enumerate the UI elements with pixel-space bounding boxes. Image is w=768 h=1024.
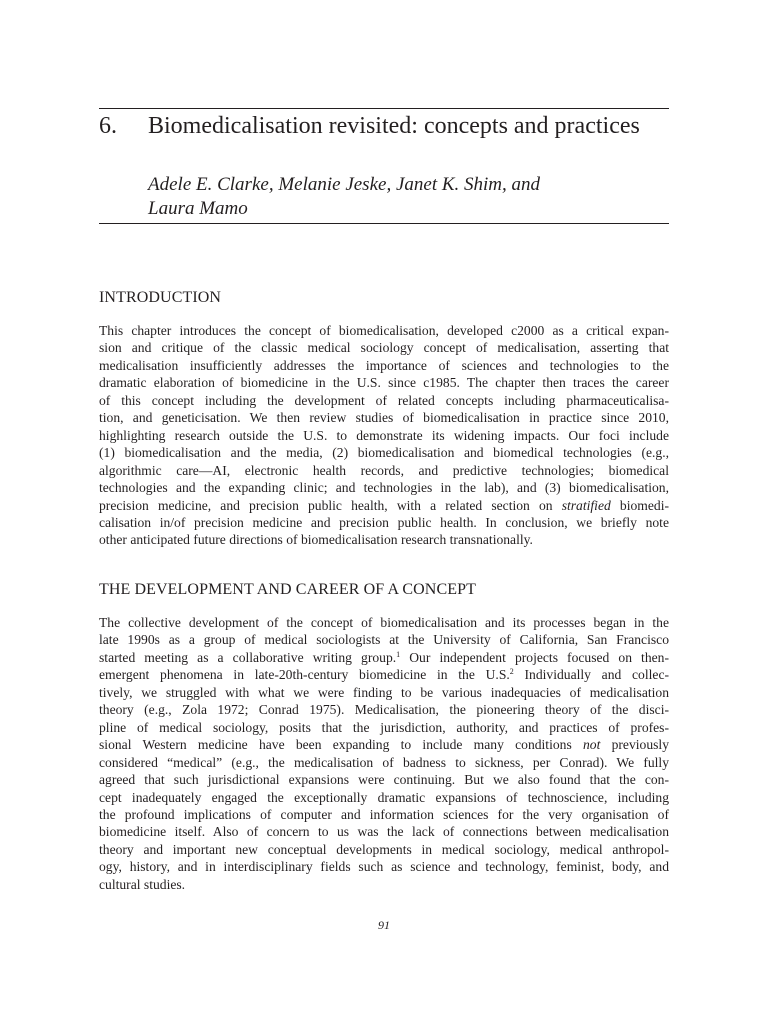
chapter-title: Biomedicalisation revisited: concepts and practices	[148, 113, 640, 139]
paragraph-line: pline of medical sociology, posits that the jurisdiction, authority, and practices of profes-	[99, 719, 669, 735]
paragraph-line: calisation in/of precision medicine and precision public health. In conclusion, we briefly note	[99, 514, 669, 530]
top-rule	[99, 108, 669, 109]
emphasis-not: not	[582, 737, 601, 753]
paragraph-line: (1) biomedicalisation and the media, (2) biomedicalisation and biomedical technologies (e.g.,	[99, 445, 669, 461]
paragraph-line: precision medicine, and precision public health, with a related section on stratified biomedi-	[99, 497, 669, 513]
chapter-authors	[148, 173, 658, 221]
paragraph-line: of this concept including the development of related concepts including pharmaceuticalisa-	[99, 392, 669, 408]
bottom-rule	[99, 223, 669, 224]
paragraph-line: This chapter introduces the concept of biomedicalisation, developed c2000 as a critical expan-	[99, 323, 669, 338]
paragraph-line: technologies and the expanding clinic; and technologies in the lab), and (3) biomedicalisation,	[99, 480, 669, 496]
paragraph-line: algorithmic care—AI, electronic health records, and predictive technologies; biomedical	[99, 462, 669, 478]
page-number: 91	[378, 918, 390, 932]
paragraph-line: highlighting research outside the U.S. to demonstrate its widening impacts. Our foci include	[99, 427, 669, 443]
authors-line-1: Adele E. Clarke, Melanie Jeske, Janet K. Shim, and	[148, 174, 541, 195]
paragraph-line: late 1990s as a group of medical sociologists at the University of California, San Francisco	[99, 632, 669, 648]
paragraph-line: other anticipated future directions of biomedicalisation research transnationally.	[99, 532, 533, 548]
paragraph-line: theory (e.g., Zola 1972; Conrad 1975). Medicalisation, the pioneering theory of the disci-	[99, 702, 669, 718]
paragraph-line: sional Western medicine have been expanding to include many conditions not previously	[99, 737, 669, 753]
paragraph-line: ogy, history, and in interdisciplinary fields such as science and technology, feminist, body, and	[99, 859, 669, 875]
paragraph-line: agreed that such jurisdictional expansions were continuing. But we also found that the con-	[99, 772, 669, 788]
paragraph-line: biomedicine itself. Also of concern to us was the lack of connections between medicalisation	[99, 824, 669, 840]
paragraph-line: theory and important new conceptual developments in medical sociology, medical anthropol-	[99, 841, 669, 857]
paragraph-line: the profound implications of computer and information sciences for the very organisation of	[99, 806, 669, 822]
authors-line-2: Laura Mamo	[148, 198, 248, 219]
emphasis-stratified: stratified	[561, 497, 611, 513]
paragraph-line: cept inadequately engaged the exceptionally dramatic expansions of technoscience, including	[99, 789, 669, 805]
paragraph-line: sion and critique of the classic medical sociology concept of medicalisation, asserting that	[99, 340, 669, 356]
paragraph-line: tion, and geneticisation. We then review studies of biomedicalisation in practice since 2010,	[99, 410, 669, 426]
paragraph-line: tively, we struggled with what we were finding to be various inadequacies of medicalisation	[99, 684, 669, 700]
development-paragraph	[99, 614, 669, 893]
paragraph-line: The collective development of the concept of biomedicalisation and its processes began in the	[99, 615, 669, 630]
paragraph-line: considered “medical” (e.g., the medicalisation of badness to sickness, per Conrad). We fully	[99, 754, 669, 770]
paragraph-line: medicalisation insufficiently addresses the importance of sciences and technologies to the	[99, 357, 669, 373]
section-heading-introduction: INTRODUCTION	[99, 289, 222, 306]
footnote-ref-1: 1	[396, 649, 401, 659]
chapter-number: 6.	[99, 113, 117, 139]
paragraph-line: dramatic elaboration of biomedicine in the U.S. since c1985. The chapter then traces the career	[99, 375, 669, 391]
paragraph-line: started meeting as a collaborative writing group.$^1$ Our independent projects focused on then-	[99, 649, 669, 665]
introduction-paragraph	[99, 322, 669, 549]
footnote-ref-2: 2	[509, 667, 514, 677]
paragraph-line: cultural studies.	[99, 876, 186, 892]
paragraph-line: emergent phenomena in late-20th-century biomedicine in the U.S.$^2$ Individually and collec-	[99, 667, 670, 683]
section-heading-development: THE DEVELOPMENT AND CAREER OF A CONCEPT	[99, 581, 476, 598]
